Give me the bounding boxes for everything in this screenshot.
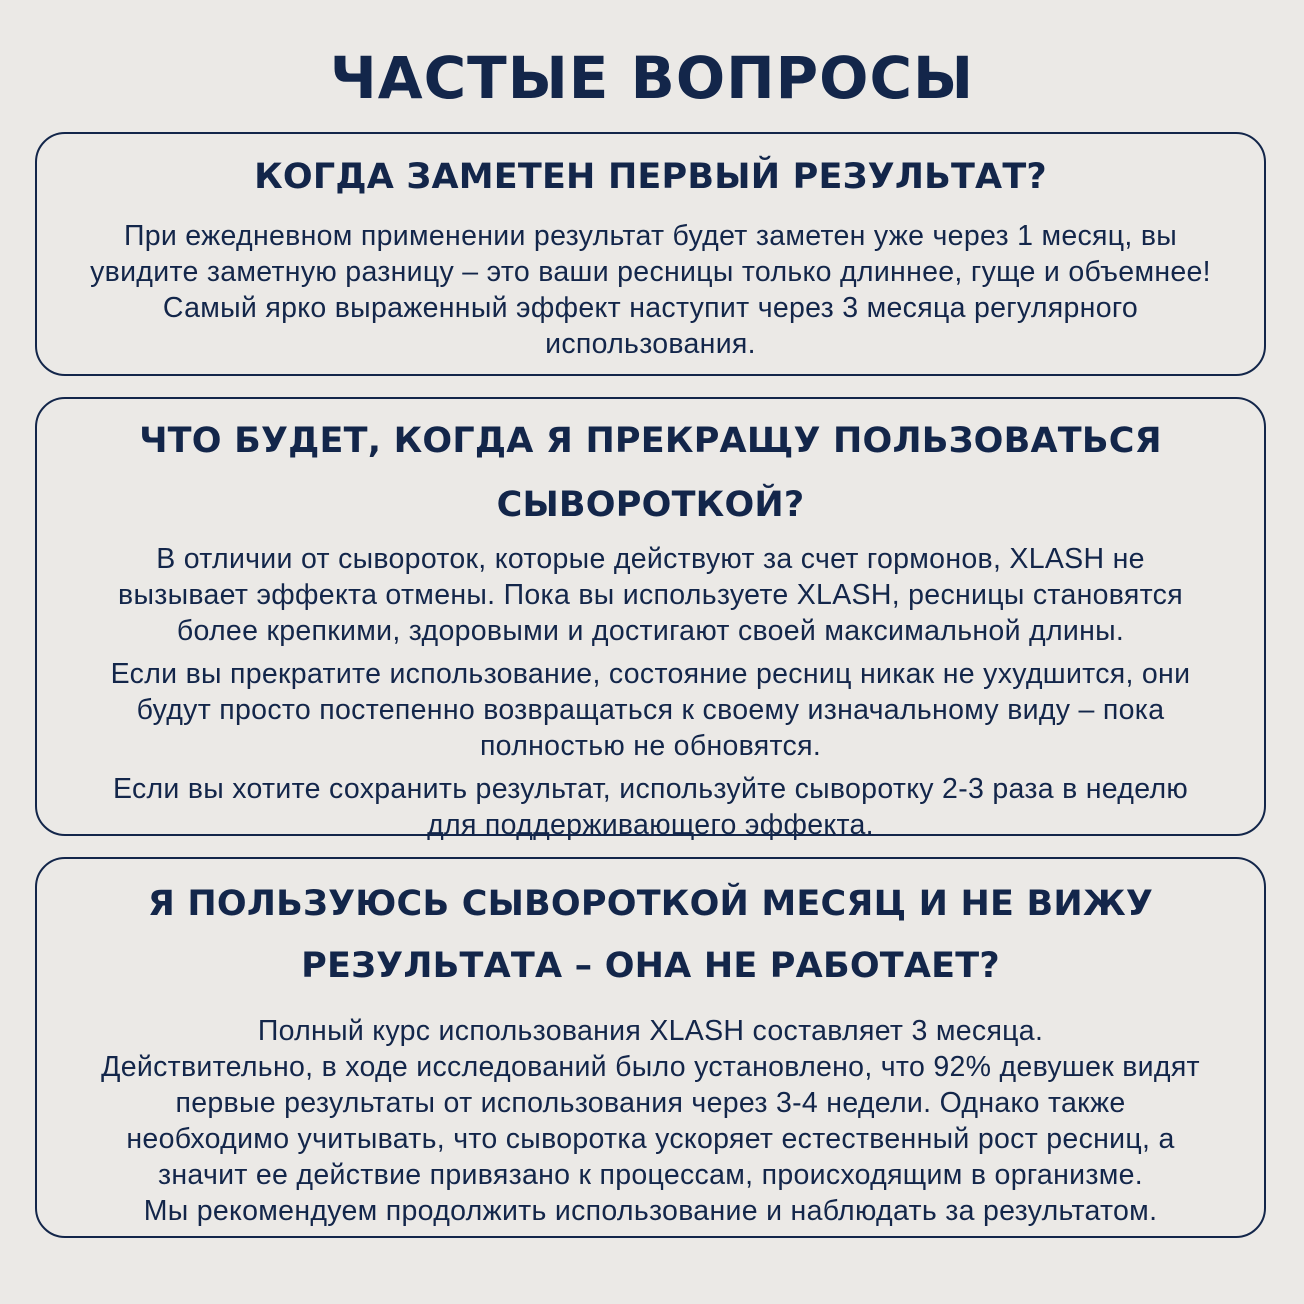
faq-question: Я ПОЛЬЗУЮСЬ СЫВОРОТКОЙ МЕСЯЦ И НЕ ВИЖУ РЕЗУЛЬТАТА – ОНА НЕ РАБОТАЕТ? <box>147 884 1154 986</box>
faq-answer-paragraph: Если вы хотите сохранить результат, используйте сыворотку 2-3 раза в неделю для поддерживающего эффекта. <box>112 773 1189 841</box>
faq-card-no-result <box>35 857 1266 1238</box>
faq-card-stop-using <box>35 397 1266 841</box>
page-title: ЧАСТЫЕ ВОПРОСЫ <box>329 44 975 112</box>
faq-card-first-result <box>35 132 1266 376</box>
faq-question: КОГДА ЗАМЕТЕН ПЕРВЫЙ РЕЗУЛЬТАТ? <box>254 157 1047 197</box>
faq-answer-paragraph: Если вы прекратите использование, состояние ресниц никак не ухудшится, они будут просто постепенно возвращаться к своему изначальному виду – пока полностью не обновятся. <box>110 658 1191 762</box>
faq-answer: При ежедневном применении результат будет заметен уже через 1 месяц, вы увидите заметную разницу – это ваши ресницы только длиннее, гуще и объемнее! Самый ярко выраженный эффект наступит через 3 месяца регулярного использования. <box>90 220 1211 360</box>
faq-answer-paragraph: В отличии от сывороток, которые действуют за счет гормонов, XLASH не вызывает эффекта отмены. Пока вы используете XLASH, ресницы становятся более крепкими, здоровыми и достигают своей максимальной длины. <box>118 543 1183 647</box>
faq-answer: Полный курс использования XLASH составляет 3 месяца. Действительно, в ходе исследований было установлено, что 92% девушек видят первые результаты от использования через 3-4 недели. Однако также необходимо учитывать, что сыворотка ускоряет естественный рост ресниц, а значит ее действие привязано к процессам, происходящим в организме. Мы рекомендуем продолжить использование и наблюдать за результатом. <box>101 1015 1200 1227</box>
faq-question: ЧТО БУДЕТ, КОГДА Я ПРЕКРАЩУ ПОЛЬЗОВАТЬСЯ СЫВОРОТКОЙ? <box>139 421 1162 525</box>
